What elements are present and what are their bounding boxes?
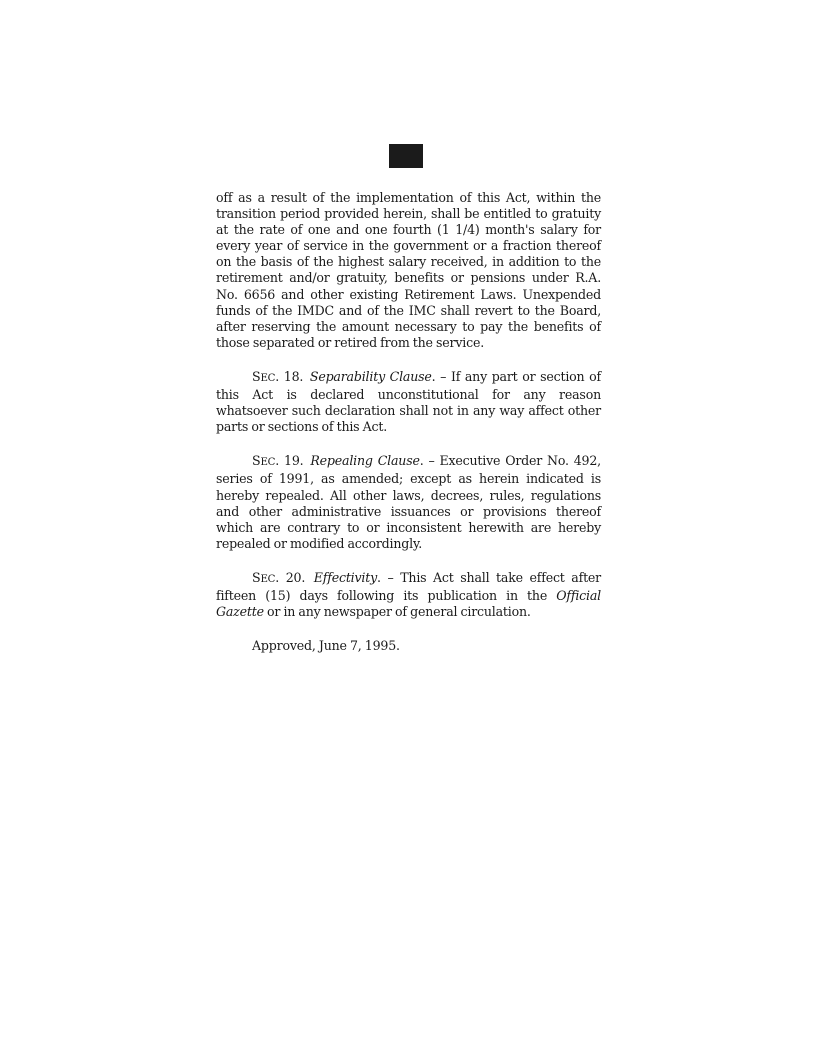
section-19-paragraph: SEC. 19. Repealing Clause. – Executive Order No. 492, series of 1991, as amended; except as herein indicated is hereby repealed. All other laws, decrees, rules, regulations and other administrative issuances or provisions thereof which are contrary to or inconsistent herewith are hereby repealed or modified accordingly.	[216, 453, 601, 551]
section-20-heading: Effectivity	[313, 569, 378, 585]
section-20-body-after: or in any newspaper of general circulation.	[263, 604, 531, 620]
section-20-body-before: This Act shall take effect after fifteen (15) days following its publication in the	[216, 569, 602, 603]
section-18-paragraph: SEC. 18. Separability Clause. – If any part or section of this Act is declared unconstitutional for any reason whatsoever such declaration shall not in any way affect other parts or sections of this Act.	[216, 368, 601, 435]
section-18-heading: Separability Clause	[309, 368, 432, 384]
approval-date: Approved, June 7, 1995.	[252, 638, 400, 654]
section-18-body: If any part or section of this Act is declared unconstitutional for any reason whatsoever such declaration shall not in any way affect other parts or sections of this Act.	[216, 368, 601, 435]
page-number-redaction-box	[389, 144, 423, 168]
continuation-paragraph: off as a result of the implementation of this Act, within the transition period provided herein, shall be entitled to gratuity at the rate of one and one fourth (1 1/4) month's salary for every year of service in the government or a fraction thereof on the basis of the highest salary received, in addition to the retirement and/or gratuity, benefits or pensions under R.A. No. 6656 and other existing Retirement Laws. Unexpended funds of the IMDC and of the IMC shall revert to the Board, after reserving the amount necessary to pay the benefits of those separated or retired from the service.	[216, 190, 601, 350]
section-19-body: Executive Order No. 492, series of 1991, as amended; except as herein indicated is hereby repealed. All other laws, decrees, rules, regulations and other administrative issuances or provisions thereof which are contrary to or inconsistent herewith are hereby repealed or modified accordingly.	[216, 453, 601, 551]
section-19-label: SEC. 19.	[252, 453, 304, 469]
section-18-label: SEC. 18.	[252, 368, 304, 384]
official-gazette-title: Official Gazette	[216, 587, 601, 620]
section-20-paragraph: SEC. 20. Effectivity. – This Act shall take effect after fifteen (15) days following its publication in the Official Gazette or in any newspaper of general circulation.	[216, 569, 602, 620]
document-body	[216, 190, 601, 672]
section-19-heading: Repealing Clause	[310, 453, 420, 469]
section-20-label: SEC. 20.	[252, 569, 306, 585]
